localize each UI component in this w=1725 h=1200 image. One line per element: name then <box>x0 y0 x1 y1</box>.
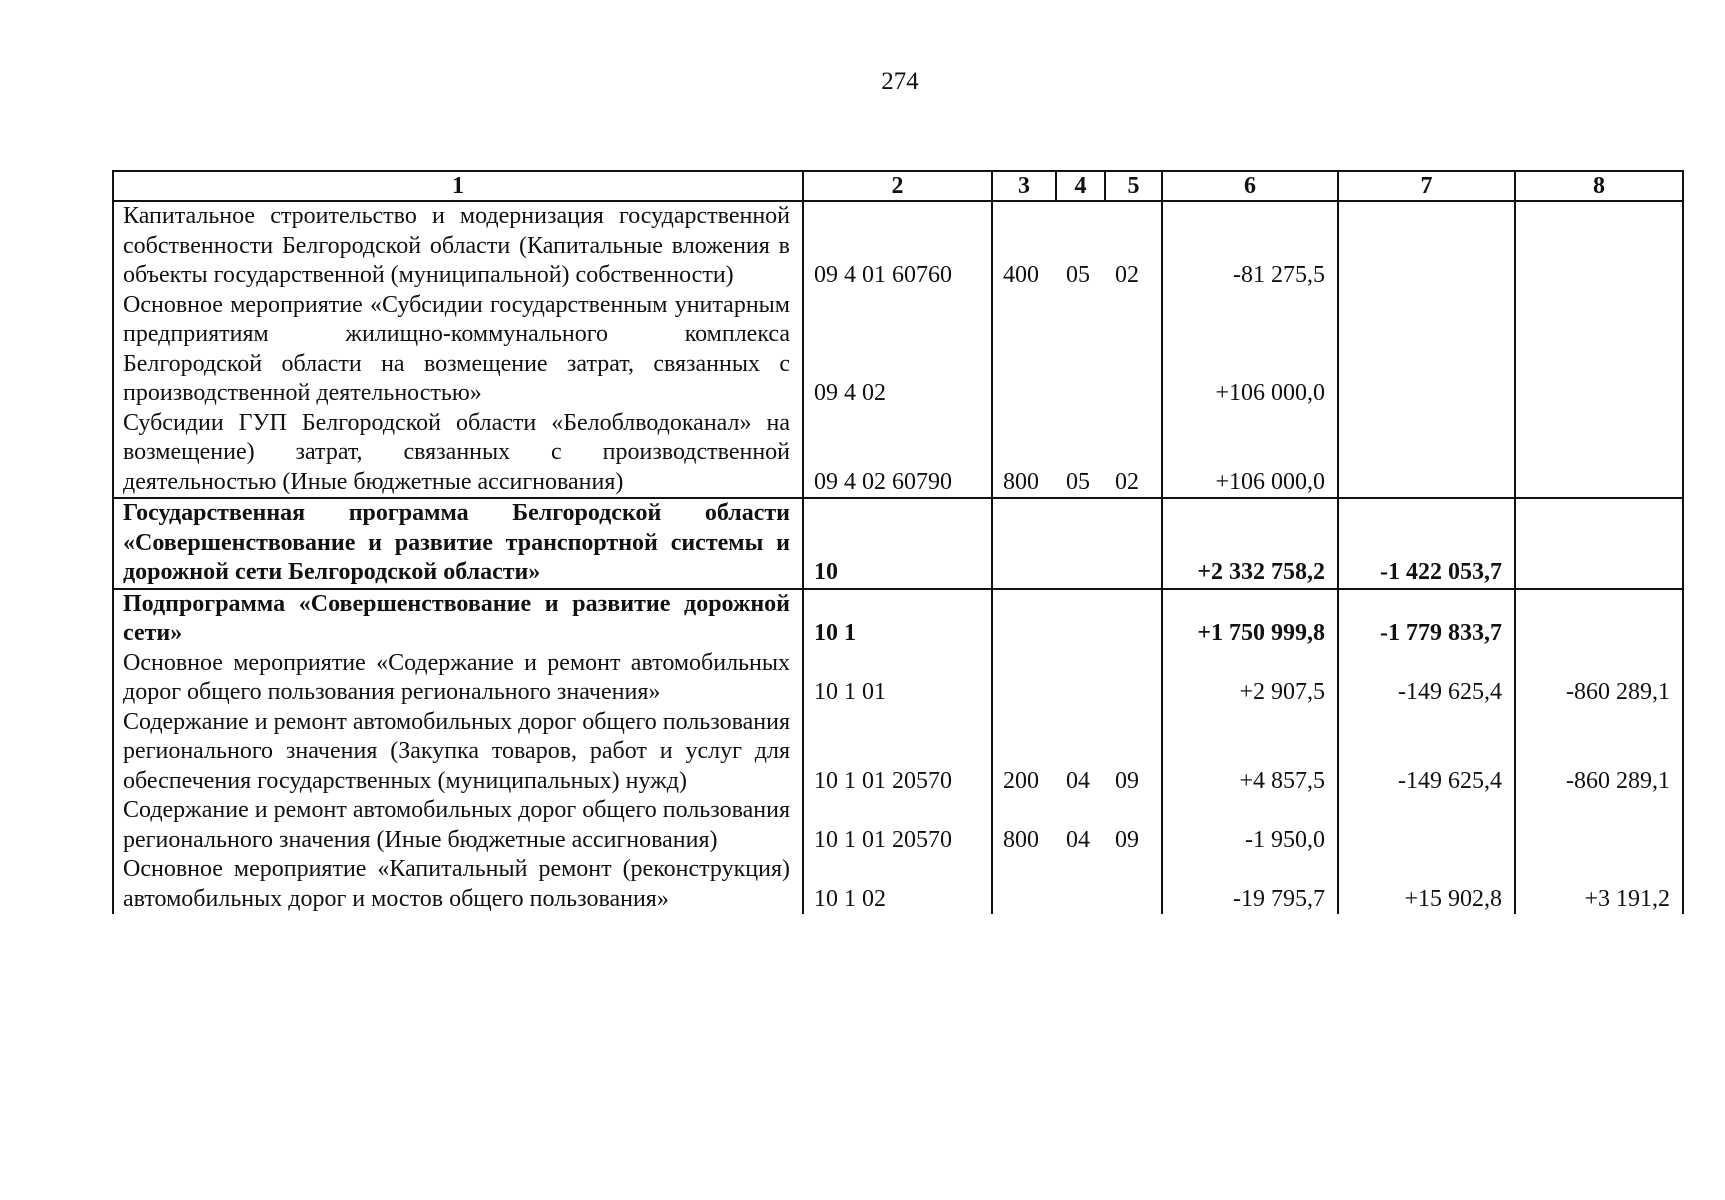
row-col5-cell <box>1105 498 1162 589</box>
row-name-cell: Капитальное строительство и модернизация государственной собственности Белгородской области (Капитальные вложения в объекты государственной (муниципальной) собственности) <box>113 201 803 291</box>
row-col8-cell: -860 289,1 <box>1515 649 1683 708</box>
row-name-cell: Основное мероприятие «Содержание и ремонт автомобильных дорог общего пользования регионального значения» <box>113 649 803 708</box>
budget-table <box>112 170 1684 914</box>
row-col8-cell <box>1515 589 1683 649</box>
row-col7-cell: -149 625,4 <box>1338 708 1515 797</box>
row-col7-cell <box>1338 201 1515 291</box>
row-col4-cell: 04 <box>1066 826 1090 853</box>
row-code-cell: 10 1 <box>803 589 992 649</box>
table-row <box>113 708 1683 797</box>
row-code-cell: 09 4 02 <box>803 291 992 409</box>
table-row <box>113 796 1683 855</box>
table-row <box>113 201 1683 291</box>
row-code-cell: 10 1 01 20570 <box>803 708 992 797</box>
row-col5-cell <box>1105 855 1162 914</box>
row-col4-cell <box>1056 291 1105 409</box>
row-col7-cell: +15 902,8 <box>1338 855 1515 914</box>
row-name-cell: Основное мероприятие «Капитальный ремонт (реконструкция) автомобильных дорог и мостов общего пользования» <box>113 855 803 914</box>
row-col3-cell: 800 <box>992 409 1056 499</box>
header-col-5: 5 <box>1105 171 1162 201</box>
header-col-1: 1 <box>113 171 803 201</box>
row-name-cell: Субсидии ГУП Белгородской области «Белоблводоканал» на возмещение) затрат, связанных с производственной деятельностью (Иные бюджетные ассигнования) <box>113 409 803 499</box>
row-col6-cell: +2 332 758,2 <box>1162 498 1338 589</box>
row-col6-cell: +2 907,5 <box>1162 649 1338 708</box>
table-row <box>113 589 1683 649</box>
row-col8-cell <box>1515 201 1683 291</box>
row-code-cell: 09 4 02 60790 <box>803 409 992 499</box>
row-name-cell: Подпрограмма «Совершенствование и развитие дорожной сети» <box>113 589 803 649</box>
row-code-cell: 10 1 01 <box>803 649 992 708</box>
row-col4-cell: 05 <box>1066 262 1090 288</box>
table-row <box>113 291 1683 409</box>
row-name-cell: Содержание и ремонт автомобильных дорог общего пользования регионального значения (Закупка товаров, работ и услуг для обеспечения государственных (муниципальных) нужд) <box>113 708 803 797</box>
row-col3-cell <box>992 498 1056 589</box>
row-col4-cell <box>1056 649 1105 708</box>
row-col6-cell: -81 275,5 <box>1162 201 1338 291</box>
table-body <box>113 201 1683 914</box>
row-col3-cell: 200 <box>992 708 1056 797</box>
header-col-3: 3 <box>992 171 1056 201</box>
row-col5-cell: 09 <box>1105 796 1162 855</box>
row-col4-cell <box>1056 498 1105 589</box>
table-row <box>113 649 1683 708</box>
row-col7-cell <box>1338 291 1515 409</box>
row-name-cell: Государственная программа Белгородской области «Совершенствование и развитие транспортной системы и дорожной сети Белгородской области» <box>113 498 803 589</box>
row-col6-cell: -19 795,7 <box>1162 855 1338 914</box>
header-col-8: 8 <box>1515 171 1683 201</box>
row-col5-cell: 09 <box>1105 708 1162 797</box>
row-col6-cell: -1 950,0 <box>1162 796 1338 855</box>
row-col6-cell: +106 000,0 <box>1162 291 1338 409</box>
row-col4-cell <box>1056 855 1105 914</box>
row-col6-cell: +1 750 999,8 <box>1162 589 1338 649</box>
row-col8-cell: +3 191,2 <box>1515 855 1683 914</box>
row-col4-cell: 04 <box>1066 767 1090 794</box>
row-col4-cell <box>1056 589 1105 649</box>
row-col3-cell <box>992 589 1056 649</box>
row-col8-cell: -860 289,1 <box>1515 708 1683 797</box>
row-code-cell: 10 <box>803 498 992 589</box>
row-col7-cell: -1 422 053,7 <box>1338 498 1515 589</box>
row-col5-cell: 02 <box>1105 201 1162 291</box>
row-col7-cell <box>1338 409 1515 499</box>
header-row <box>113 171 1683 201</box>
row-col8-cell <box>1515 796 1683 855</box>
row-code-cell: 10 1 01 20570 <box>803 796 992 855</box>
row-col8-cell <box>1515 498 1683 589</box>
header-col-4: 4 <box>1056 171 1105 201</box>
row-col3-cell <box>992 291 1056 409</box>
row-col6-cell: +106 000,0 <box>1162 409 1338 499</box>
row-col5-cell <box>1105 649 1162 708</box>
row-col8-cell <box>1515 291 1683 409</box>
row-col7-cell: -1 779 833,7 <box>1338 589 1515 649</box>
header-col-6: 6 <box>1162 171 1338 201</box>
row-col7-cell <box>1338 796 1515 855</box>
row-col5-cell: 02 <box>1105 409 1162 499</box>
row-name-cell: Содержание и ремонт автомобильных дорог общего пользования регионального значения (Иные бюджетные ассигнования) <box>113 796 803 855</box>
table-row <box>113 498 1683 589</box>
row-col5-cell <box>1105 291 1162 409</box>
table-row <box>113 409 1683 499</box>
table-row <box>113 855 1683 914</box>
page-number: 274 <box>881 68 919 95</box>
header-col-2: 2 <box>803 171 992 201</box>
table-header <box>113 171 1683 201</box>
row-col5-cell <box>1105 589 1162 649</box>
row-col3-cell <box>992 855 1056 914</box>
row-col3-cell <box>992 649 1056 708</box>
row-col3-cell: 400 <box>992 201 1056 291</box>
row-code-cell: 09 4 01 60760 <box>803 201 992 291</box>
header-col-7: 7 <box>1338 171 1515 201</box>
row-col4-cell: 05 <box>1066 468 1090 495</box>
row-col6-cell: +4 857,5 <box>1162 708 1338 797</box>
row-col8-cell <box>1515 409 1683 499</box>
row-code-cell: 10 1 02 <box>803 855 992 914</box>
row-col3-cell: 800 <box>992 796 1056 855</box>
row-col7-cell: -149 625,4 <box>1338 649 1515 708</box>
row-name-cell: Основное мероприятие «Субсидии государственным унитарным предприятиям жилищно-коммунального комплекса Белгородской области на возмещение затрат, связанных с производственной деятельностью» <box>113 291 803 409</box>
